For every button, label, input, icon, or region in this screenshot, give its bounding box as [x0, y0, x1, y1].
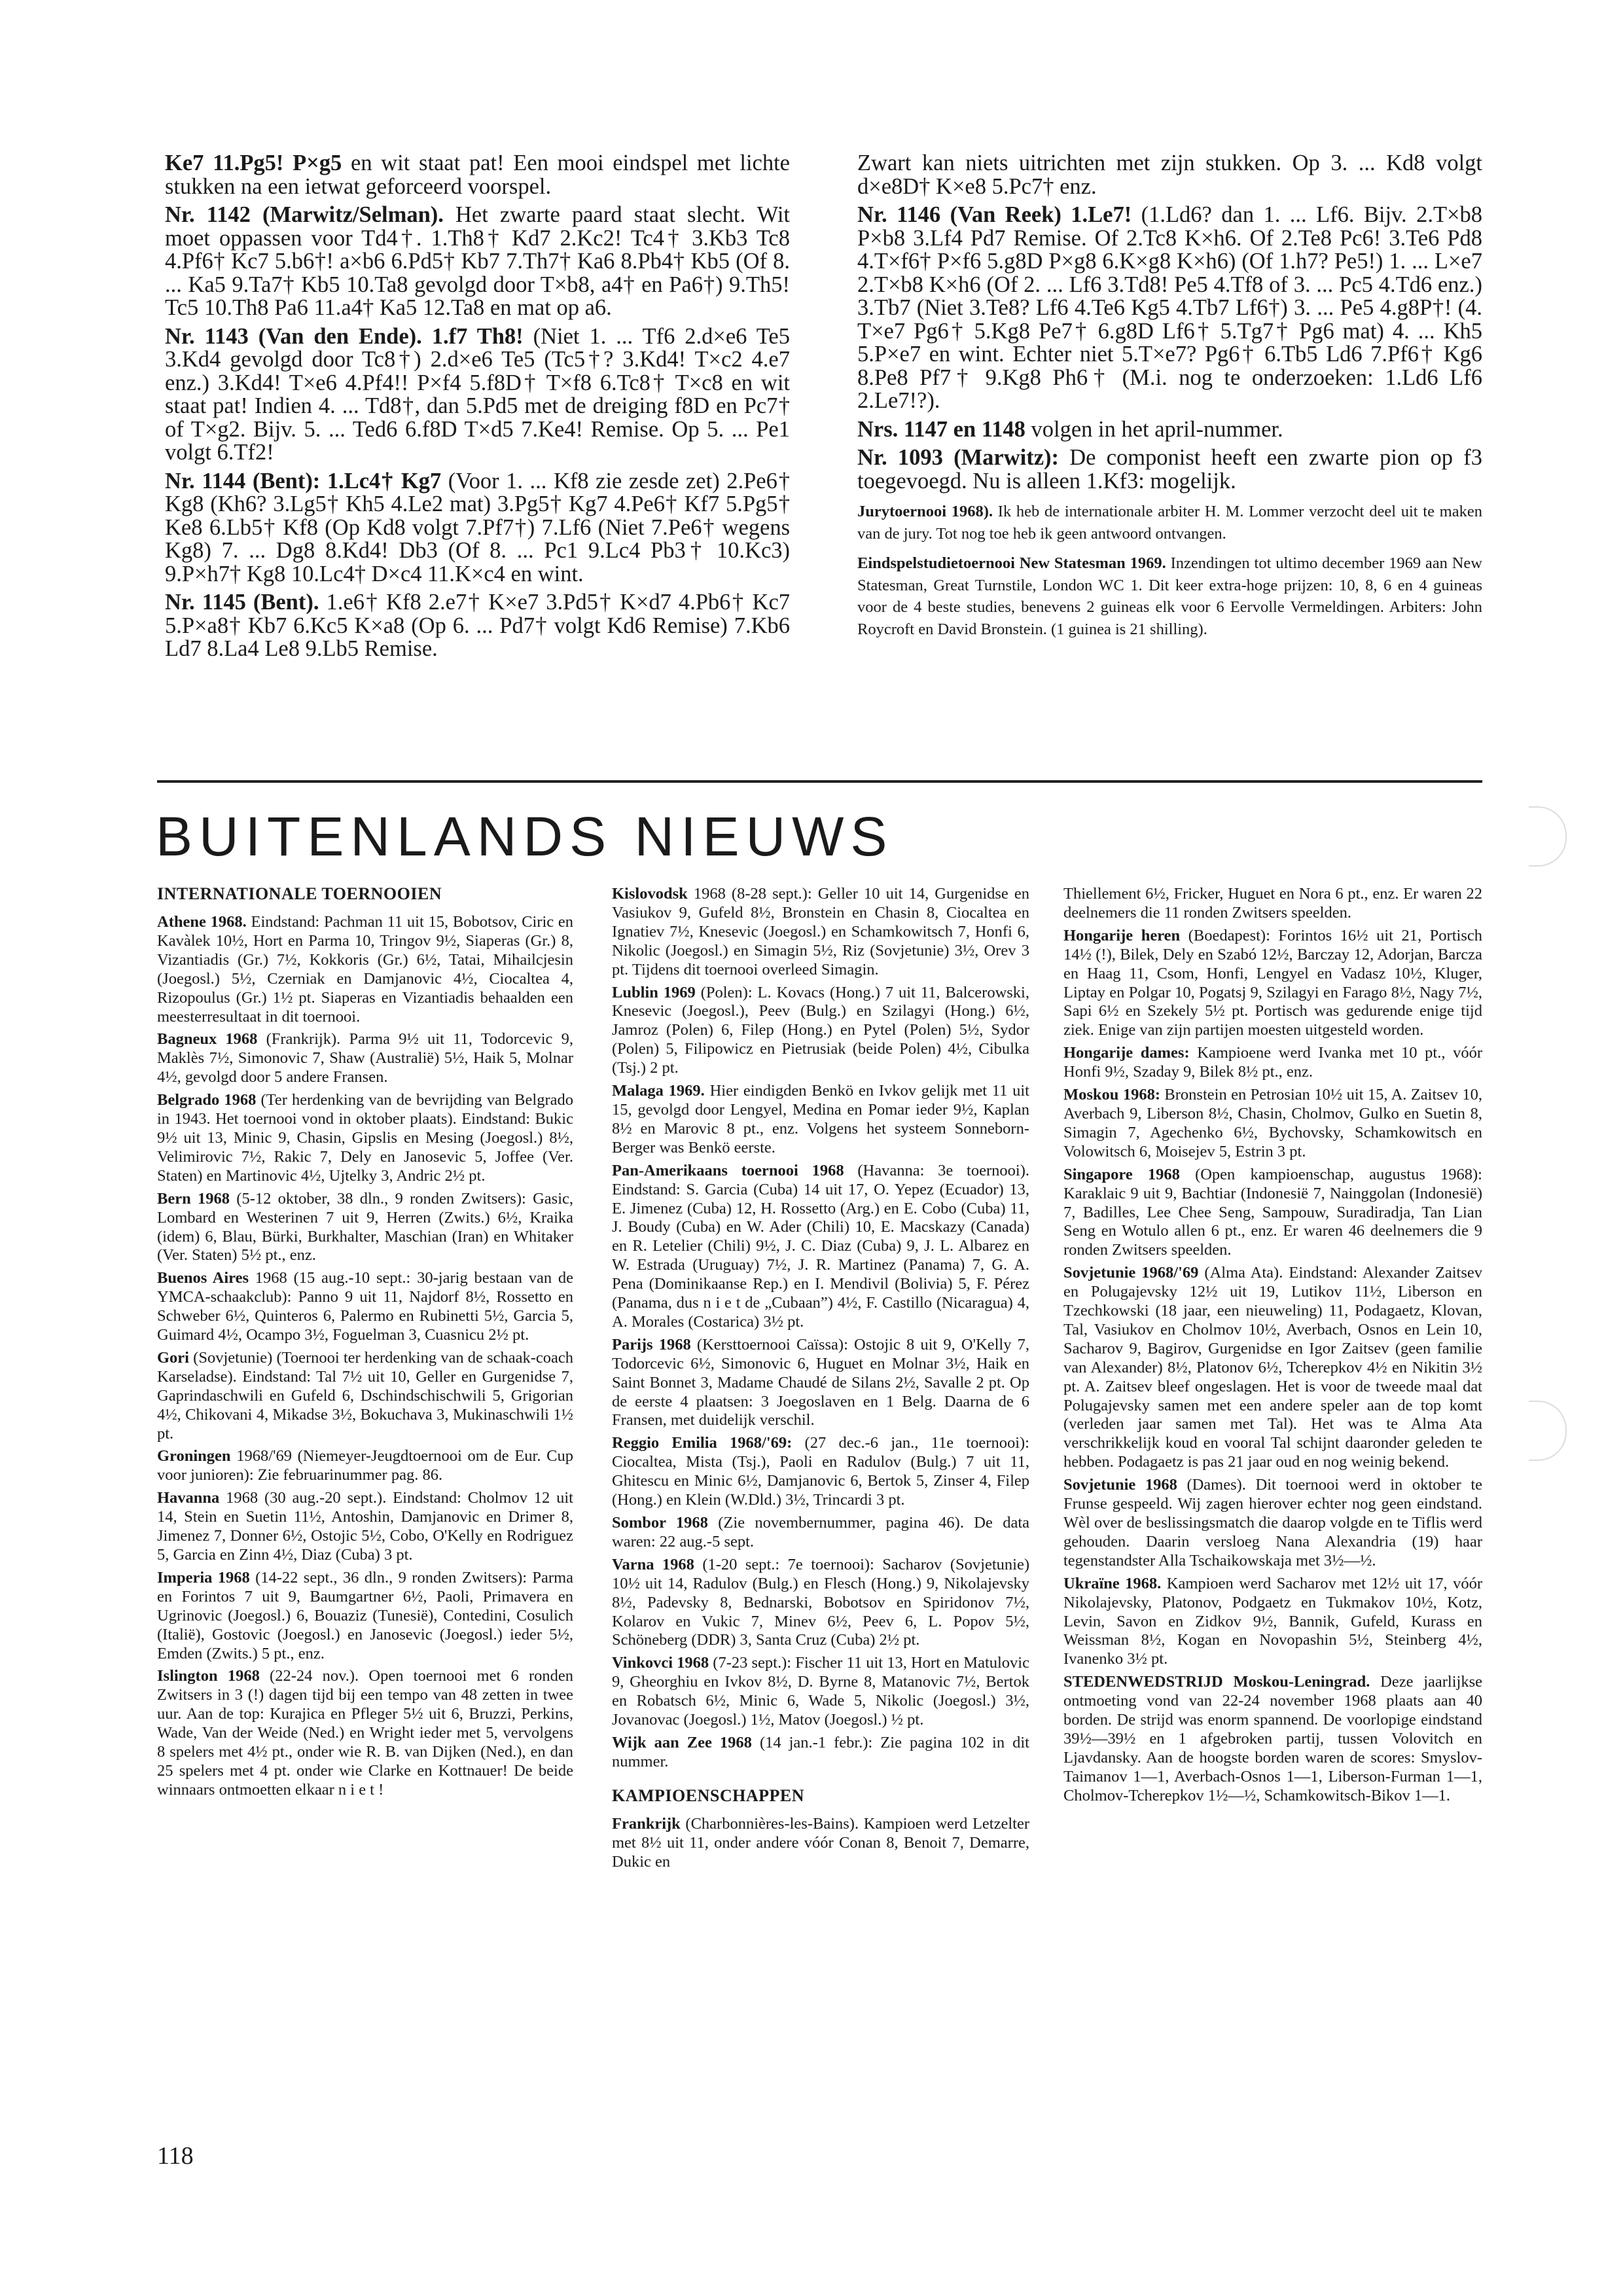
paragraph-lead: Kislovodsk: [612, 885, 688, 903]
paragraph-text: (Niet 1. ... Tf6 2.d×e6 Te5 3.Kd4 gevolgd door Tc8†) 2.d×e6 Te5 (Tc5†? 3.Kd4! T×c2 4.e7 enz.) 3.Kd4! T×e6 4.Pf4!! P×f4 5.f8D† T×f8 6.Tc8† T×c8 en wit staat pat! Indien 4. ... Td8†, dan 5.Pd5 met de dreiging f8D en Pc7† of T×g2. Bijv. 5. ... Ted6 6.f8D T×d5 7.Ke4! Remise. Op 5. ... Pe1 volgt 6.Tf2!: [165, 323, 790, 465]
paragraph-lead: Parijs 1968: [612, 1335, 691, 1354]
paragraph: [1063, 1166, 1482, 1261]
paragraph: [612, 1082, 1029, 1158]
paragraph-text: Het zwarte paard staat slecht. Wit moet oppassen voor Td4†. 1.Th8† Kd7 2.Kc2! Tc4† 3.Kb3 Tc8 4.Pf6† Kc7 5.b6†! a×b6 6.Pd5† Kb7 7.Th7† Ka6 8.Pb4† Kb5 (Of 8. ... Ka5 9.Ta7† Kb5 10.Ta8 gevolgd door T×b8, a4† en Pa6†) 9.Th5! Tc5 10.Th8 Pa6 11.a4† Ka5 12.Ta8 en mat op a6.: [165, 202, 790, 320]
paragraph: [1063, 1575, 1482, 1670]
paragraph-lead: Belgrado 1968: [157, 1091, 257, 1109]
paragraph: [157, 1269, 573, 1345]
paragraph: [612, 1514, 1029, 1552]
paragraph-lead: Nrs. 1147 en 1148: [857, 416, 1026, 442]
paragraph-text: en wit staat pat! Een mooi eindspel met lichte stukken na een ietwat geforceerd voorspel.: [165, 151, 790, 199]
paragraph-text: Inzendingen tot ultimo december 1969 aan New Statesman, Great Turnstile, London WC 1. Dit keer extra-hoge prijzen: 10, 8, 6 en 4 guineas voor de 4 beste studies, benevens 2 guineas elk voor 6 Eervolle Vermeldingen. Arbiters: John Roycroft en David Bronstein. (1 guinea is 21 shilling).: [857, 554, 1483, 638]
paragraph-text: 1968 (30 aug.-20 sept.). Eindstand: Cholmov 12 uit 14, Stein en Suetin 11½, Antoshin, Damjanovic en Drimer 8, Jimenez 7, Donner 6½, Ostojic 5½, Cobo, O'Kelly en Rodriguez 5, Garcia en Zinn 4½, Diaz (Cuba) 3 pt.: [157, 1489, 573, 1564]
paragraph-text: (22-24 nov.). Open toernooi met 6 ronden Zwitsers in 3 (!) dagen tijd bij een tempo van 48 zetten in twee uur. Aan de top: Kurajica en Pfleger 5½ uit 6, Bruzzi, Perkins, Wade, Van der Weide (Ned.) en Wright ieder met 5, vervolgens 8 spelers met 4½ pt., onder wie R. B. van Dijken (Ned.), en dan 25 spelers met 4 pt. onder wie Clarke en Kottnauer! De beide winnaars ontmoetten elkaar n i e t !: [157, 1667, 574, 1799]
paragraph: [157, 1091, 573, 1186]
paragraph-text: (Voor 1. ... Kf8 zie zesde zet) 2.Pe6† Kg8 (Kh6? 3.Lg5† Kh5 4.Le2 mat) 3.Pg5† Kg7 4.Pe6† Kf7 5.Pg5† Ke8 6.Lb5† Kf8 (Op Kd8 volgt 7.Pf7†) 7.Lf6 (Niet 7.Pe6† wegens Kg8) 7. ... Dg8 8.Kd4! Db3 (Of 8. ... Pc1 9.Lc4 Pb3† 10.Kc3) 9.P×h7† Kg8 10.Lc4† D×c4 11.K×c4 en wint.: [165, 468, 790, 586]
paragraph-text: De componist heeft een zwarte pion op f3 toegevoegd. Nu is alleen 1.Kf3: mogelijk.: [857, 445, 1482, 493]
paragraph-lead: Jurytoernooi 1968).: [857, 503, 993, 520]
paragraph-text: Ik heb de internationale arbiter H. M. Lommer verzocht deel uit te maken van de jury. Tot nog toe heb ik geen antwoord ontvangen.: [857, 503, 1482, 543]
paragraph-text: (Frankrijk). Parma 9½ uit 11, Todorcevic 9, Maklès 7½, Simonovic 7, Shaw (Australië) 5½, Haik 5, Molnar 4½, gevolgd door 5 andere Fransen.: [157, 1030, 573, 1086]
col1-entries: [157, 913, 573, 1800]
paragraph-text: 1968/'69 (Niemeyer-Jeugdtoernooi om de Eur. Cup voor junioren): Zie februarinummer pag. 86.: [157, 1447, 573, 1484]
paragraph-lead: Moskou 1968:: [1063, 1086, 1160, 1104]
page-number: 118: [157, 2142, 194, 2170]
paragraph: [857, 204, 1482, 413]
paragraph-lead: Varna 1968: [612, 1555, 694, 1573]
paragraph: [857, 446, 1482, 493]
paragraph: [1063, 927, 1482, 1040]
paragraph: [157, 1489, 573, 1565]
announcements-list: [857, 501, 1482, 640]
paragraph: [1063, 1673, 1482, 1805]
paragraph-lead: Groningen: [157, 1447, 231, 1465]
paragraph-text: 1968 (15 aug.-10 sept.: 30-jarig bestaan van de YMCA-schaakclub): Panno 9 uit 11, Najdorf 8½, Rossetto en Schweber 6½, Quinteros 6, Palermo en Rubinetti 5½, Garcia 5, Guimard 4½, Ocampo 3½, Foguelman 3, Cuasnicu 2½ pt.: [157, 1269, 573, 1344]
paragraph-text: Kampioen werd Sacharov met 12½ uit 17, vóór Nikolajevsky, Platonov, Podgaetz en Tukmakov 10½, Kotz, Levin, Savon en Zidkov 9½, Bannik, Gufeld, Kurass en Weissman 8½, Kogan en Novopashin 5½, Steinberg 4½, Ivanenko 3½ pt.: [1063, 1574, 1482, 1668]
paragraph: [165, 152, 790, 198]
paragraph-lead: Pan-Amerikaans toernooi 1968: [612, 1161, 844, 1179]
col2-after-entries: [612, 1815, 1029, 1872]
paragraph-text: (14 jan.-1 febr.): Zie pagina 102 in dit nummer.: [612, 1733, 1029, 1770]
binder-hole: [1529, 806, 1567, 867]
paragraph: [1063, 1476, 1482, 1571]
paragraph: [612, 984, 1029, 1079]
section-divider: [157, 780, 1482, 783]
paragraph-lead: Nr. 1143 (Van den Ende). 1.f7 Th8!: [165, 323, 524, 349]
paragraph: [612, 1434, 1029, 1510]
paragraph: [857, 152, 1482, 198]
paragraph-lead: Sovjetunie 1968/'69: [1063, 1264, 1199, 1282]
paragraph: [157, 1569, 573, 1664]
paragraph: [157, 1190, 573, 1266]
paragraph-text: (Open kampioenschap, augustus 1968): Karaklaic 9 uit 9, Bachtiar (Indonesië 7, Nainggolan (Indonesië) 7, Badilles, Lee Chee Seng, Sampouw, Suradiradja, Tan Lian Seng en Wotulo allen 6 pt., enz. Er waren 46 deelnemers die 9 ronden Zwitsers speelden.: [1063, 1165, 1482, 1259]
paragraph-lead: Bern 1968: [157, 1189, 230, 1208]
paragraph: [612, 885, 1029, 980]
top-right-column: [857, 152, 1482, 645]
paragraph-lead: Islington 1968: [157, 1667, 260, 1685]
paragraph-lead: Ukraïne 1968.: [1063, 1574, 1162, 1592]
paragraph-lead: Nr. 1144 (Bent): 1.Lc4† Kg7: [165, 468, 442, 493]
paragraph-text: (Ter herdenking van de bevrijding van Belgrado in 1943. Het toernooi vond in oktober plaats). Eindstand: Bukic 9½ uit 13, Minic 9, Chasin, Gipslis en Mesing (Joegosl.) 8½, Velimirovic 7½, Rakic 7, Dely en Janosevic 5, Joffee (Ver. Staten) en Martinovic 4½, Ujtelky 3, Andric 2½ pt.: [157, 1091, 573, 1185]
paragraph: [612, 1654, 1029, 1730]
col3-entries: [1063, 885, 1482, 1806]
paragraph-text: (1-20 sept.: 7e toernooi): Sacharov (Sovjetunie) 10½ uit 14, Radulov (Bulg.) en Flesch (Hong.) 9, Nikolajevsky 8½, Padevsky 8, Bednarski, Bobotsov en Spiridonov 7½, Kolarov en Vukic 7, Minev 6½, Peev 6, L. Popov 5½, Schöneberg (DDR) 3, Santa Cruz (Cuba) 2½ pt.: [612, 1555, 1029, 1649]
heading-championships: KAMPIOENSCHAPPEN: [612, 1785, 804, 1805]
paragraph-text: volgen in het april-nummer.: [1025, 416, 1283, 442]
paragraph-text: 1968 (8-28 sept.): Geller 10 uit 14, Gurgenidse en Vasiukov 9, Gufeld 8½, Bronstein en Chasin 8, Ciocaltea en Ignatiev 7½, Knesevic (Joegosl.) en Schamkowitsch 7, Honfi 6, Nikolic (Joegosl.) en Simagin 5½, Riz (Sovjetunie) 3½, Orev 3 pt. Tijdens dit toernooi overleed Simagin.: [612, 885, 1029, 978]
heading-international-tournaments: INTERNATIONALE TOERNOOIEN: [157, 884, 442, 903]
paragraph: [165, 204, 790, 320]
col2-entries: [612, 885, 1029, 1772]
news-column-2: [612, 885, 1029, 1876]
paragraph: [1063, 1044, 1482, 1082]
paragraph-text: (Polen): L. Kovacs (Hong.) 7 uit 11, Balcerowski, Knesevic (Joegosl.), Peev (Bulg.) en Szilagyi (Hong.) 6½, Jamroz (Polen) 6, Filep (Hong.) en Pytel (Polen) 5½, Sydor (Polen) 5, Filipowicz en Pietrusiak (beide Polen) 4½, Cibulka (Tsj.) 2 pt.: [612, 983, 1029, 1077]
paragraph: [1063, 1264, 1482, 1472]
paragraph: [165, 325, 790, 465]
paragraph-lead: Frankrijk: [612, 1814, 681, 1833]
paragraph: [612, 1734, 1029, 1772]
paragraph-text: Hier eindigden Benkö en Ivkov gelijk met 11 uit 15, gevolgd door Lengyel, Medina en Pomar ieder 9½, Kaplan 8½ en Marovic 8 pt., enz. Volgens het systeem Sonneborn-Berger was Benkö eerste.: [612, 1082, 1029, 1157]
paragraph-text: (Zie novembernummer, pagina 46). De data waren: 22 aug.-5 sept.: [612, 1514, 1029, 1551]
paragraph: [612, 1336, 1029, 1431]
paragraph: [857, 552, 1482, 640]
paragraph-lead: Malaga 1969.: [612, 1082, 705, 1100]
paragraph-text: (14-22 sept., 36 dln., 9 ronden Zwitsers): Parma en Forintos 7 uit 9, Baumgartner 6½, Paoli, Primavera en Ugrinovic (Joegosl.) 6, Bouaziz (Tunesië), Contedini, Cosulich (Italië), Gostovic (Joegosl.) en Janosevic (Joegosl.) ieder 5½, Emden (Zwits.) 5 pt., enz.: [157, 1568, 573, 1662]
paragraph: [157, 1447, 573, 1485]
paragraph-lead: Havanna: [157, 1489, 220, 1507]
paragraph: [612, 1162, 1029, 1332]
paragraph-lead: Bagneux 1968: [157, 1030, 258, 1049]
paragraph-lead: STEDENWEDSTRIJD Moskou-Leningrad.: [1063, 1673, 1370, 1691]
paragraph: [1063, 885, 1482, 923]
paragraph-text: (7-23 sept.): Fischer 11 uit 13, Hort en Matulovic 9, Gheorghiu en Ivkov 8½, D. Byrne 8, Matanovic 7½, Bertok en Robatsch 6½, Minic 6, Wade 5, Nikolic (Joegosl.) 3½, Jovanovac (Joegosl.) 1½, Matov (Joegosl.) ½ pt.: [612, 1654, 1029, 1729]
paragraph-lead: Sombor 1968: [612, 1514, 708, 1532]
paragraph-text: (Sovjetunie) (Toernooi ter herdenking van de schaak-coach Karseladse). Eindstand: Tal 7½ uit 10, Geller en Gurgenidse 7, Gaprindaschwili en Gufeld 6, Dschindschischwili 5, Grigorian 4½, Chikovani 4, Mikadse 3½, Bokuchava 3, Mukinaschwili 1½ pt.: [157, 1348, 573, 1443]
paragraph: [157, 1030, 573, 1087]
paragraph: [857, 418, 1482, 442]
paragraph-text: Deze jaarlijkse ontmoeting vond van 22-24 november 1968 plaats aan 40 borden. De strijd was enorm spannend. De voorlopige eindstand 39½—39½ en 1 afgebroken partij, tussen Volovitch en Ljavdansky. Aan de hoogste borden waren de scores: Smyslov-Taimanov 1—1, Averbach-Osnos 1—1, Liberson-Furman 1—1, Cholmov-Tcherepkov 1½—½, Schamkowitsch-Bikov 1—1.: [1063, 1673, 1482, 1804]
paragraph-lead: Lublin 1969: [612, 983, 696, 1001]
paragraph-text: (Charbonnières-les-Bains). Kampioen werd Letzelter met 8½ uit 11, onder andere vóór Conan 8, Benoit 7, Demarre, Dukic en: [612, 1814, 1029, 1871]
paragraph-text: (Boedapest): Forintos 16½ uit 21, Portisch 14½ (!), Bilek, Dely en Szabó 12½, Barczay 12, Adorjan, Barcza en Haag 11, Csom, Honfi, Lengyel en Vadasz 10½, Kluger, Liptay en Polgar 10, Pogatsj 9, Szilagyi en Farago 8½, Nagy 7½, Sapi 6½ en Szekely 5½ pt. Portisch was gedurende enige tijd ziek. Enige van zijn partijen moesten uitgesteld worden.: [1063, 926, 1482, 1039]
paragraph-text: Bronstein en Petrosian 10½ uit 15, A. Zaitsev 10, Averbach 9, Liberson 8½, Chasin, Cholmov, Gulko en Suetin 8, Simagin 7, Agechenko 6½, Bychovsky, Schamkowitsch en Volowitsch 6, Moisejev 5, Estrin 3 pt.: [1063, 1086, 1482, 1160]
paragraph-lead: Imperia 1968: [157, 1568, 250, 1587]
top-left-column: [165, 152, 790, 666]
paragraph: [612, 1815, 1029, 1872]
binder-hole: [1529, 1401, 1567, 1461]
paragraph-lead: Nr. 1142 (Marwitz/Selman).: [165, 202, 444, 227]
paragraph-text: Thiellement 6½, Fricker, Huguet en Nora 6 pt., enz. Er waren 22 deelnemers die 11 ronden Zwitsers speelden.: [1063, 885, 1482, 922]
paragraph: [857, 501, 1482, 545]
paragraph-text: (Dames). Dit toernooi werd in oktober te Frunse gespeeld. Wij zagen hierover echter nog geen eindstand. Wèl over de beslissingsmatch die daarop volgde en te Tiflis werd gehouden. Daarin versloeg Nana Alexandria (19) haar tegenstandster Alla Tschaikowskaja met 3½—½.: [1063, 1476, 1483, 1570]
paragraph-lead: Eindspelstudietoernooi New Statesman 1969.: [857, 554, 1166, 572]
paragraph-text: (27 dec.-6 jan., 11e toernooi): Ciocaltea, Mista (Tsj.), Paoli en Radulov (Bulg.) 7 uit 11, Ghitescu en Minic 6½, Damjanovic 6, Bertok 5, Zinser 4, Filep (Hong.) en Klein (W.Dld.) 3½, Trincardi 3 pt.: [612, 1434, 1029, 1509]
paragraph-lead: Nr. 1145 (Bent).: [165, 590, 319, 615]
paragraph-lead: Ke7 11.Pg5! P×g5: [165, 151, 342, 175]
paragraph-lead: Nr. 1093 (Marwitz):: [857, 445, 1059, 470]
paragraph-text: Kampioene werd Ivanka met 10 pt., vóór Honfi 9½, Szaday 9, Bilek 8½ pt., enz.: [1063, 1044, 1482, 1081]
paragraph-lead: Gori: [157, 1348, 189, 1367]
paragraph-text: 1.e6† Kf8 2.e7† K×e7 3.Pd5† K×d7 4.Pb6† Kc7 5.P×a8† Kb7 6.Kc5 K×a8 (Op 6. ... Pd7† volgt Kd6 Remise) 7.Kb6 Ld7 8.La4 Le8 9.Lb5 Remise.: [165, 590, 791, 661]
paragraph-text: (5-12 oktober, 38 dln., 9 ronden Zwitsers): Gasic, Lombard en Westerinen 7 uit 9, Herren (Zwits.) 6½, Kraika (idem) 6, Blau, Bürki, Burkhalter, Maschian (Iran) en Whitaker (Ver. Staten) 5½ pt., enz.: [157, 1189, 574, 1265]
paragraph: [157, 1349, 573, 1444]
paragraph-text: Zwart kan niets uitrichten met zijn stukken. Op 3. ... Kd8 volgt d×e8D† K×e8 5.Pc7† enz.: [857, 151, 1482, 199]
paragraph-lead: Buenos Aires: [157, 1269, 249, 1287]
section-title: BUITENLANDS NIEUWS: [156, 806, 894, 867]
paragraph-text: Eindstand: Pachman 11 uit 15, Bobotsov, Ciric en Kavàlek 10½, Hort en Parma 10, Tringov 9½, Siaperas (Gr.) 8, Vizantiadis (Gr.) 7½, Kokkoris (Gr.) 6½, Tatai, Mihailcjesin (Joegosl.) 5½, Czerniak en Damjanovic 4½, Ciocaltea 4, Rizopoulus (Gr.) 1½ pt. Siaperas en Vizantiadis behaalden een meesterresultaat in dit toernooi.: [157, 913, 573, 1026]
paragraph-text: (Kersttoernooi Caïssa): Ostojic 8 uit 9, O'Kelly 7, Todorcevic 6½, Simonovic 6, Huguet en Molnar 3½, Haik en Saint Bonnet 3, Madame Chaudé de Silans 2½, Savalle 2 pt. Op de eerste 4 plaatsen: 3 Joegoslaven en 1 Belg. Daarna de 6 Fransen, met duidelijk verschil.: [612, 1335, 1029, 1429]
paragraph-lead: Athene 1968.: [157, 913, 247, 931]
paragraph-text: (1.Ld6? dan 1. ... Lf6. Bijv. 2.T×b8 P×b8 3.Lf4 Pd7 Remise. Of 2.Tc8 K×h6. Of 2.Te8 Pc6! 3.Te6 Pd8 4.T×f6† P×f6 5.g8D P×g8 6.K×g8 K×h6) (Of 1.h7? Pe5!) 1. ... L×e7 2.T×b8 K×h6 (Of 2. ... Lf6 3.Td8! Pe5 4.Tf8 of 3. ... Pc5 4.Td6 enz.) 3.Tb7 (Niet 3.Te8? Lf6 4.Te6 Kg5 4.Tb7 Lf6†) 3. ... Pe5 4.g8P†! (4. T×e7 Pg6† 5.Kg8 Pe7† 6.g8D Lf6† 5.Tg7† Pg6 mat) 4. ... Kh5 5.P×e7 en wint. Echter niet 5.T×e7? Pg6† 6.Tb5 Ld6 7.Pf6† Kg6 8.Pe8 Pf7† 9.Kg8 Ph6† (M.i. nog te onderzoeken: 1.Ld6 Lf6 2.Le7!?).: [857, 202, 1482, 413]
paragraph-lead: Sovjetunie 1968: [1063, 1476, 1177, 1494]
paragraph-lead: Hongarije heren: [1063, 926, 1181, 944]
paragraph-lead: Nr. 1146 (Van Reek) 1.Le7!: [857, 202, 1132, 227]
paragraph: [157, 1667, 573, 1799]
paragraph-lead: Singapore 1968: [1063, 1165, 1180, 1183]
solutions-list: [857, 152, 1482, 493]
paragraph: [165, 470, 790, 586]
paragraph-lead: Wijk aan Zee 1968: [612, 1733, 752, 1751]
paragraph: [1063, 1086, 1482, 1162]
paragraph-lead: Hongarije dames:: [1063, 1044, 1190, 1062]
news-column-1: [157, 880, 573, 1804]
paragraph-text: (Havanna: 3e toernooi). Eindstand: S. Garcia (Cuba) 14 uit 17, O. Yepez (Ecuador) 13, E. Jimenez (Cuba) 12, H. Rossetto (Arg.) en E. Cobo (Cuba) 11, J. Boudy (Cuba) en W. Ader (Chili) 10, E. Macskazy (Canada) en R. Letelier (Chili) 9½, J. C. Diaz (Cuba) 9, J. L. Albarez en W. Estrada (Uruguay) 7½, J. R. Martinez (Panama) 7, G. A. Pena (Dominikaanse Rep.) en I. Mendivil (Bolivia) 5, F. Pérez (Panama, dus n i e t de „Cubaan”) 4½, F. Castillo (Nicaragua) 4, A. Morales (Costarica) 3½ pt.: [612, 1161, 1029, 1331]
paragraph-lead: Reggio Emilia 1968/'69:: [612, 1434, 793, 1452]
paragraph-lead: Vinkovci 1968: [612, 1654, 709, 1672]
paragraph: [165, 591, 790, 661]
paragraph: [612, 1556, 1029, 1651]
paragraph-text: (Alma Ata). Eindstand: Alexander Zaitsev en Polugajevsky 12½ uit 19, Lutikov 11½, Liberson en Tzechkowski (18 jaar, een nieuweling) 11, Podagaetz, Klovan, Tal, Vasiukov en Cholmov 10½, Averbach, Osnos en Lein 10, Sacharov 9, Bagirov, Gurgenidse en Igor Zaitsev (geen familie van Alexander) 8½, Platonov 6½, Tcherepkov 4½ en Nikitin 3½ pt. A. Zaitsev bleef ongeslagen. Het is voor de tweede maal dat Polugajevsky samen met een andere speler aan de top komt (verleden jaar samen met Tal). Het was te Alma Ata verschrikkelijk koud en vooral Tal schijnt daaronder geleden te hebben. Podagaetz is pas 21 jaar oud en nog weinig bekend.: [1063, 1264, 1482, 1471]
news-column-3: [1063, 885, 1482, 1810]
paragraph: [157, 913, 573, 1026]
